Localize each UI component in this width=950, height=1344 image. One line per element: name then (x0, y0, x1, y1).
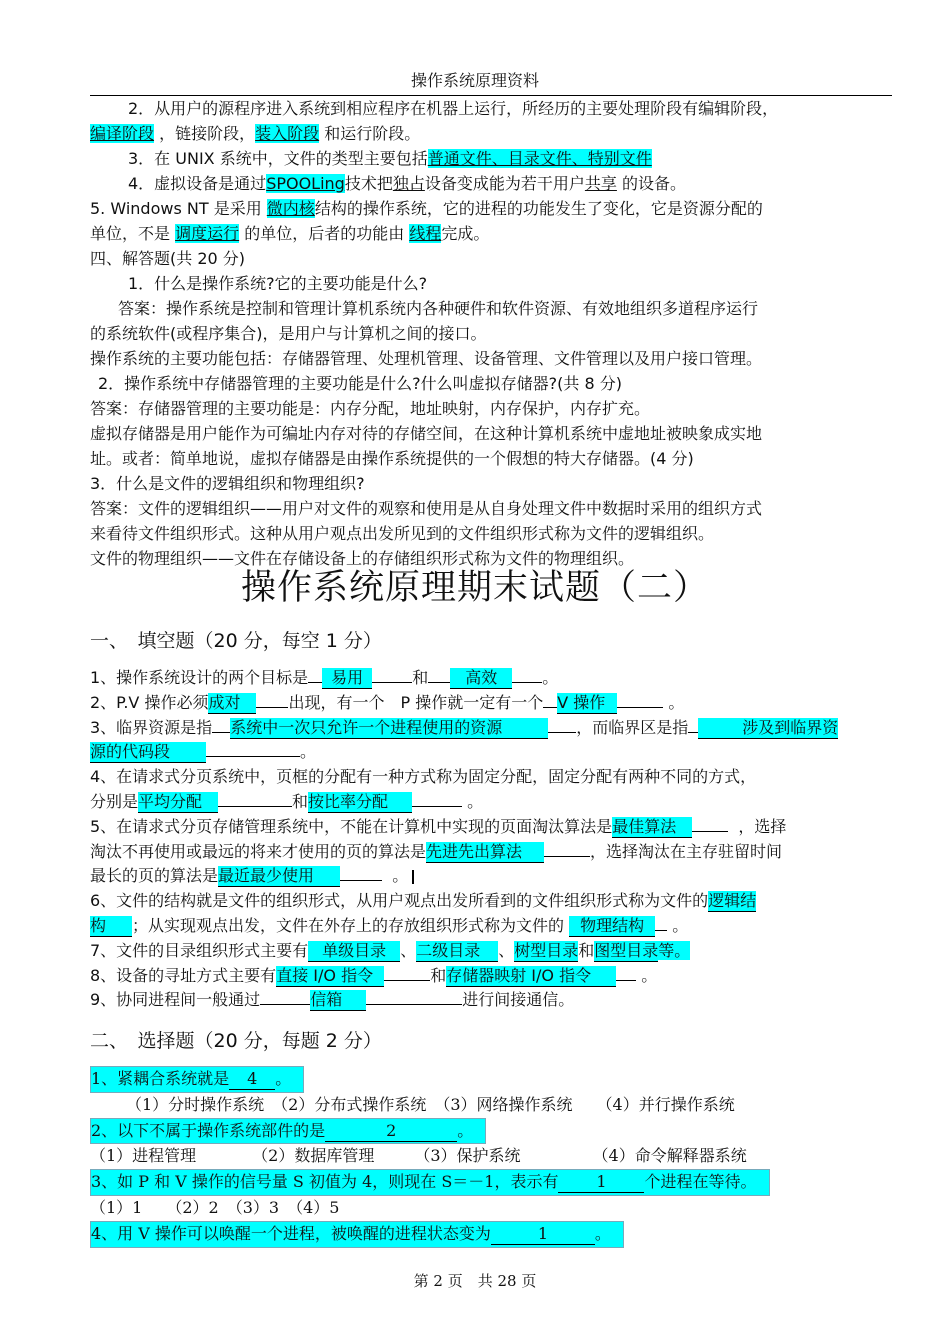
answer-blank: 最佳算法 (612, 817, 692, 838)
q3-line: 3．在 UNIX 系统中，文件的类型主要包括普通文件、目录文件、特别文件 (128, 149, 652, 168)
answer-blank: 树型目录 (514, 940, 579, 960)
answer-blank: 单级目录 (308, 941, 400, 962)
fill-q5-cont: 最长的页的算法是最近最少使用 。 (90, 864, 895, 889)
answer-blank: 物理结构 (569, 916, 655, 937)
answer-blank: 直接 I/O 指令 (276, 966, 384, 987)
fill-q4-cont: 分别是平均分配 和按比率分配 。 (90, 791, 484, 811)
answer-blank: 线程 (409, 224, 442, 243)
answer-q2: 2．操作系统中存储器管理的主要功能是什么?什么叫虚拟存储器?(共 8 分) (98, 374, 623, 393)
fill-q3-cont: 源的代码段 。 (90, 742, 317, 762)
answer-blank: 编译阶段 (90, 124, 155, 143)
answer-q1-text: 答案：操作系统是控制和管理计算机系统内各种硬件和软件资源、有效地组织多道程序运行 (118, 299, 759, 318)
answer-blank: 调度运行 (175, 224, 240, 243)
q2-line2: 编译阶段 ，链接阶段，装入阶段 和运行阶段。 (90, 124, 421, 143)
answer-blank: 源的代码段 (90, 742, 206, 763)
answer-blank: 构 (90, 916, 132, 937)
fill-q5: 5、在请求式分页存储管理系统中，不能在计算机中实现的页面淘汰算法是最佳算法 ，选择 (90, 816, 787, 836)
answer-blank: 涉及到临界资 (698, 718, 838, 739)
answer-blank: 装入阶段 (255, 124, 320, 143)
answer-q2-text: 虚拟存储器是用户能作为可编址内存对待的存储空间，在这种计算机系统中虚地址被映象成实地 (90, 424, 763, 443)
answer-q1-text: 操作系统的主要功能包括：存储器管理、处理机管理、设备管理、文件管理以及用户接口管理。 (90, 349, 763, 368)
fill-q9: 9、协同进程间一般通过 信箱 进行间接通信。 (90, 990, 575, 1010)
answer-q3-text: 文件的物理组织——文件在存储设备上的存储组织形式称为文件的物理组织。 (90, 549, 635, 568)
answer-blank: 1 (558, 1172, 644, 1193)
answer-blank: 成对 (208, 693, 256, 714)
answer-blank: 易用 (322, 668, 372, 689)
answer-q3-text: 来看待文件组织形式。这种从用户观点出发所见到的文件组织形式称为文件的逻辑组织。 (90, 524, 715, 543)
fill-q2: 2、P.V 操作必须成对 出现，有一个 P 操作就一定有一个 V 操作 。 (90, 692, 685, 712)
answer-blank: 先进先出算法 (426, 842, 544, 863)
answer-blank: SPOOLing (266, 174, 345, 193)
answer-blank: 平均分配 (138, 792, 218, 813)
fill-q4: 4、在请求式分页系统中，页框的分配有一种方式称为固定分配，固定分配有两种不同的方式， (90, 767, 757, 787)
answer-blank: 按比率分配 (308, 792, 412, 813)
choice-q4: 4、用 V 操作可以唤醒一个进程，被唤醒的进程状态变为 1 。 (90, 1221, 895, 1248)
answer-blank: 微内核 (266, 199, 315, 218)
exam-title: 操作系统原理期末试题（二） (240, 568, 709, 608)
choice-q3-options: （1）1 （2）2 （3）3 （4）5 (90, 1197, 340, 1217)
answer-blank: 2 (325, 1121, 457, 1142)
answer-q3: 3．什么是文件的逻辑组织和物理组织? (90, 474, 365, 493)
q4-line: 4．虚拟设备是通过SPOOLing技术把独占设备变成能为若干用户共享 的设备。 (128, 174, 687, 193)
fill-q5-cont: 淘汰不再使用或最远的将来才使用的页的算法是先进先出算法 ，选择淘汰在主存驻留时间 (90, 841, 783, 861)
answer-blank: 系统中一次只允许一个进程使用的资源 (230, 718, 548, 739)
answer-blank: 高效 (450, 668, 512, 689)
answer-q2-text: 址。或者：简单地说，虚拟存储器是由操作系统提供的一个假想的特大存储器。(4 分) (90, 449, 694, 468)
choice-q3: 3、如 P 和 V 操作的信号量 S 初值为 4，则现在 S＝－1，表示有 1 个进程在等待。 (90, 1169, 895, 1196)
answer-blank: 存储器映射 I/O 指令 (446, 966, 616, 987)
answer-blank: 1 (491, 1224, 595, 1245)
section-2-heading: 二、 选择题（20 分，每题 2 分） (90, 1030, 382, 1052)
q5-line2: 单位，不是 调度运行 的单位，后者的功能由 线程完成。 (90, 224, 490, 243)
section-1-heading: 一、 填空题（20 分，每空 1 分） (90, 630, 382, 652)
q5-line1: 5. Windows NT 是采用 微内核结构的操作系统，它的进程的功能发生了变化，它是资源分配的 (90, 199, 763, 218)
fill-in-section (90, 666, 895, 1013)
fill-q3: 3、临界资源是指 系统中一次只允许一个进程使用的资源 ，而临界区是指 涉及到临界资 (90, 717, 839, 737)
fill-q7: 7、文件的目录组织形式主要有 单级目录 、二级目录 、树型目录和图型目录等。 (90, 940, 691, 960)
answer-q1: 1．什么是操作系统?它的主要功能是什么? (128, 274, 428, 293)
choice-q2: 2、以下不属于操作系统部件的是 2 。 (90, 1118, 895, 1145)
fill-q1: 1、操作系统设计的两个目标是 易用 和 高效 。 (90, 668, 559, 687)
answer-q3-text: 答案：文件的逻辑组织——用户对文件的观察和使用是从自身处理文件中数据时采用的组织方式 (90, 499, 763, 518)
page-footer: 第 2 页 共 28 页 (413, 1272, 537, 1290)
section-4-heading: 四、解答题(共 20 分) (90, 249, 246, 268)
answer-blank: 二级目录 (416, 941, 498, 962)
fill-q6: 6、文件的结构就是文件的组织形式，从用户观点出发所看到的文件组织形式称为文件的逻辑结 (90, 891, 757, 911)
answer-blank: 逻辑结 (708, 891, 757, 911)
answer-blank: 最近最少使用 (218, 866, 340, 887)
previous-exam-answers (90, 96, 895, 571)
fill-q6-cont: 构 ；从实现观点出发，文件在外存上的存放组织形式称为文件的 物理结构 。 (90, 915, 689, 935)
answer-q2-text: 答案：存储器管理的主要功能是：内存分配，地址映射，内存保护，内存扩充。 (90, 399, 651, 418)
choice-q2-options: （1）进程管理 （2）数据库管理 （3）保护系统 （4）命令解释器系统 (90, 1146, 747, 1166)
page-header: 操作系统原理资料 (410, 71, 539, 90)
answer-blank: 4 (229, 1069, 275, 1090)
answer-blank: V 操作 (557, 693, 617, 714)
choice-q1-options: （1）分时操作系统 （2）分布式操作系统 （3）网络操作系统 （4）并行操作系统 (126, 1094, 735, 1114)
answer-blank: 普通文件、目录文件、特别文件 (427, 149, 652, 168)
answer-blank: 信箱 (310, 990, 366, 1011)
choice-q1: 1、紧耦合系统就是 4 。 (90, 1066, 895, 1093)
q2-line1: 2．从用户的源程序进入系统到相应程序在机器上运行，所经历的主要处理阶段有编辑阶段， (128, 99, 779, 118)
text-cursor (412, 870, 414, 884)
answer-blank: 图型目录 (594, 940, 659, 960)
fill-q8: 8、设备的寻址方式主要有直接 I/O 指令 和存储器映射 I/O 指令 。 (90, 965, 658, 985)
answer-q1-text: 的系统软件(或程序集合)，是用户与计算机之间的接口。 (90, 324, 487, 343)
multiple-choice-section (90, 1066, 895, 1248)
